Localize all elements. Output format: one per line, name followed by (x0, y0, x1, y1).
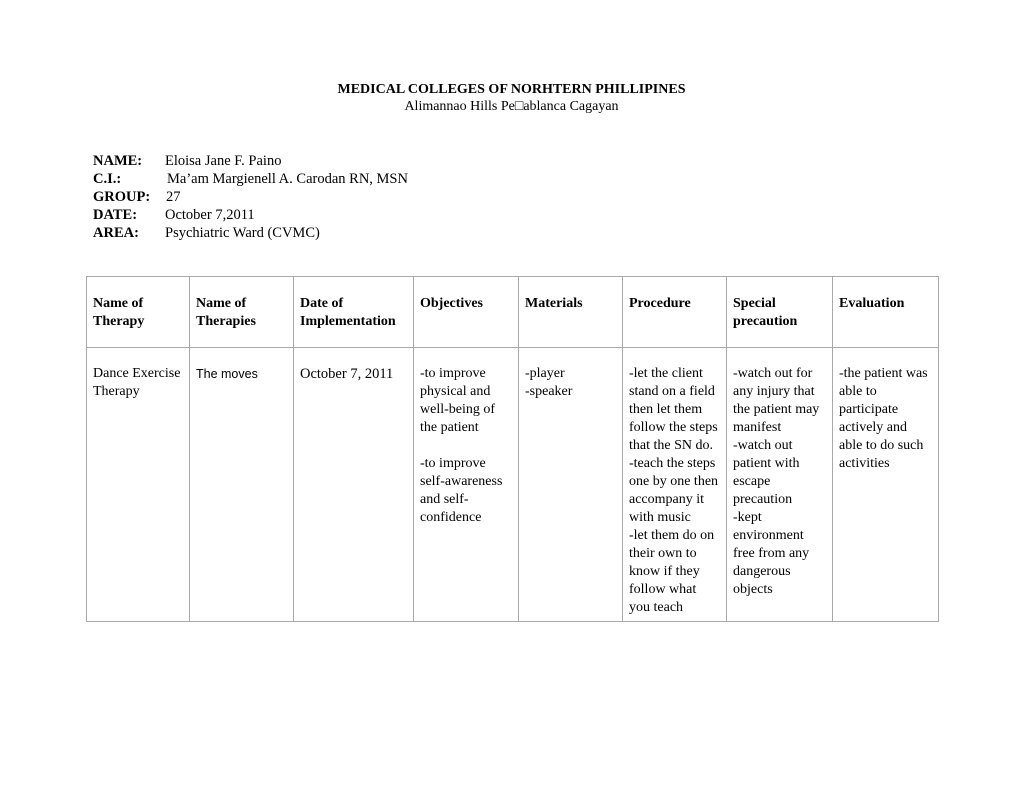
info-value: October 7,2011 (165, 207, 255, 223)
cell-date: October 7, 2011 (294, 348, 414, 622)
info-row-name (93, 152, 408, 170)
objective-item: -to improve self-awareness and self-confidence (420, 456, 503, 525)
header-special-precaution: Special precaution (727, 277, 833, 348)
header-materials: Materials (519, 277, 623, 348)
cell-special-precaution (727, 348, 833, 622)
cell-therapy: Dance Exercise Therapy (87, 348, 190, 622)
precaution-item: -kept environment free from any dangerous objects (733, 510, 810, 597)
info-value: Psychiatric Ward (CVMC) (165, 225, 320, 241)
cell-materials (519, 348, 623, 622)
header-procedure: Procedure (623, 277, 727, 348)
cell-procedure (623, 348, 727, 622)
document-subtitle: Alimannao Hills Pe□ablanca Cagayan (404, 99, 619, 114)
info-label: DATE: (93, 207, 138, 223)
table-header-row (87, 277, 939, 348)
cell-objectives (414, 348, 519, 622)
info-row-ci (93, 170, 408, 188)
material-item: -speaker (525, 384, 573, 399)
header-name-of-therapy: Name of Therapy (87, 277, 190, 348)
precaution-item: -watch out patient with escape precaution (733, 438, 800, 507)
procedure-item: -let the client stand on a field then let them follow the steps that the SN do. (629, 366, 718, 453)
cell-therapies: The moves (190, 348, 294, 622)
precaution-item: -watch out for any injury that the patient may manifest (733, 366, 820, 435)
info-row-date (93, 206, 408, 224)
therapy-table (86, 276, 939, 622)
info-label: NAME: (93, 153, 143, 169)
procedure-item: -let them do on their own to know if they follow what you teach (629, 528, 715, 615)
info-value: 27 (166, 189, 181, 205)
header-objectives: Objectives (414, 277, 519, 348)
student-info (93, 152, 408, 242)
info-label: C.I.: (93, 171, 122, 187)
info-value: Ma’am Margienell A. Carodan RN, MSN (167, 171, 408, 187)
info-row-area (93, 224, 408, 242)
header-name-of-therapies: Name of Therapies (190, 277, 294, 348)
cell-evaluation: -the patient was able to participate actively and able to do such activities (833, 348, 939, 622)
info-value: Eloisa Jane F. Paino (165, 153, 282, 169)
header-evaluation: Evaluation (833, 277, 939, 348)
document-title: MEDICAL COLLEGES OF NORHTERN PHILLIPINES (337, 82, 686, 97)
info-label: GROUP: (93, 189, 151, 205)
header-date-of-implementation: Date of Implementation (294, 277, 414, 348)
objective-item: -to improve physical and well-being of the patient (420, 366, 496, 435)
table-row (87, 348, 939, 622)
info-label: AREA: (93, 225, 139, 241)
material-item: -player (525, 366, 565, 381)
info-row-group (93, 188, 408, 206)
procedure-item: -teach the steps one by one then accompany it with music (629, 456, 719, 525)
